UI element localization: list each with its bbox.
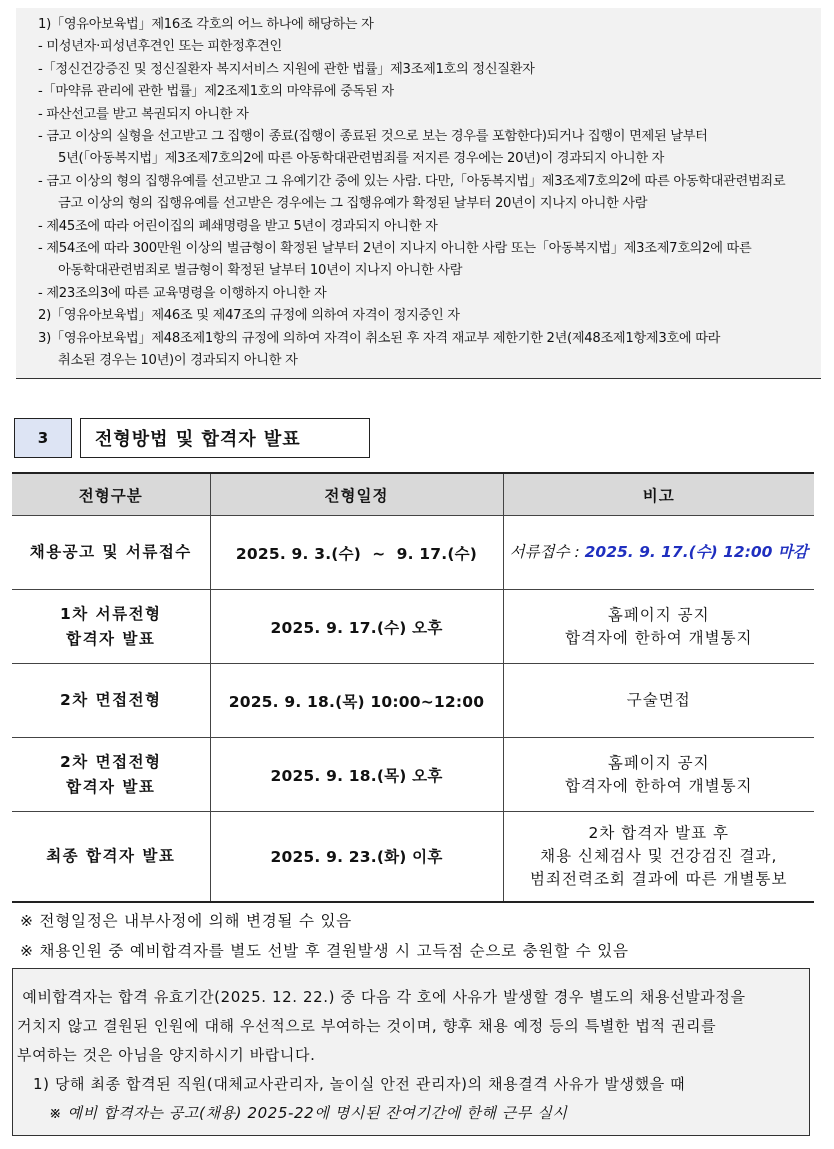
stage-label: 2차 면접전형 [59,752,162,771]
reserve-line: 1) 당해 최종 합격된 직원(대체교사관리자, 놀이실 안전 관리자)의 채용결격 사유가 발생했을 때 [33,1075,686,1093]
disq-line: - 미성년자·피성년후견인 또는 피한정후견인 [38,39,282,55]
header-remarks: 비고 [503,473,814,516]
schedule-table [12,472,814,903]
remarks-line: 홈페이지 공지 [607,605,710,624]
disq-line: 금고 이상의 형의 집행유예를 선고받은 경우에는 그 집행유예가 확정된 날부터 20년이 지나지 아니한 사람 [58,196,648,212]
note-line: ※ 채용인원 중 예비합격자를 별도 선발 후 결원발생 시 고득점 순으로 충원할 수 있음 [20,942,629,960]
table-row [12,590,814,664]
remarks-line: 합격자에 한하여 개별통지 [564,628,753,647]
stage-label: 1차 서류전형 [59,604,162,623]
date-cell: 2025. 9. 18.(목) 오후 [210,738,503,812]
remarks-prefix: 서류접수 : [509,543,585,561]
stage-cell [12,812,210,902]
note-line: ※ 전형일정은 내부사정에 의해 변경될 수 있음 [20,912,353,930]
remarks-cell [503,812,814,902]
disq-line: -「정신건강증진 및 정신질환자 복지서비스 지원에 관한 법률」제3조제1호의 정신질환자 [38,61,535,77]
disq-line: 아동학대관련범죄로 벌금형이 확정된 날부터 10년이 지나지 아니한 사람 [58,263,463,279]
stage-cell [12,590,210,664]
table-row [12,664,814,738]
remarks-line: 홈페이지 공지 [607,753,710,772]
remarks-cell [503,590,814,664]
remarks-line: 채용 신체검사 및 건강검진 결과, [540,846,778,865]
remarks-cell [503,516,814,590]
header-stage: 전형구분 [12,473,210,516]
reserve-candidate-box [12,968,810,1136]
disq-line: 5년(「아동복지법」제3조제7호의2에 따른 아동학대관련범죄를 저지른 경우에는 20년)이 경과되지 아니한 자 [58,151,665,167]
date-cell: 2025. 9. 17.(수) 오후 [210,590,503,664]
header-schedule: 전형일정 [210,473,503,516]
disq-line: - 금고 이상의 형의 집행유예를 선고받고 그 유예기간 중에 있는 사람. 다만,「아동복지법」제3조제7호의2에 따른 아동학대관련범죄로 [38,173,786,189]
reserve-line: 부여하는 것은 아님을 양지하시기 바랍니다. [17,1046,316,1064]
disq-line: 2)「영유아보육법」제46조 및 제47조의 규정에 의하여 자격이 정지중인 자 [38,308,460,324]
remarks-line: 구술면접 [626,691,691,709]
disq-line: 1)「영유아보육법」제16조 각호의 어느 하나에 해당하는 자 [38,17,374,32]
reserve-line: 예비합격자는 합격 유효기간(2025. 12. 22.) 중 다음 각 호에 사유가 발생할 경우 별도의 채용선발과정을 [17,988,746,1006]
remarks-line: 범죄전력조회 결과에 따른 개별통보 [530,869,788,888]
disq-line: - 파산선고를 받고 복권되지 아니한 자 [38,106,249,122]
stage-label: 합격자 발표 [66,777,156,796]
table-row [12,516,814,590]
stage-label: 2차 면접전형 [59,691,162,709]
reserve-note: ※ 예비 합격자는 공고(채용) 2025-22에 명시된 잔여기간에 한해 근무 실시 [49,1104,568,1122]
table-header-row [12,473,814,516]
date-cell: 2025. 9. 18.(목) 10:00~12:00 [210,664,503,738]
table-row [12,738,814,812]
remarks-cell [503,664,814,738]
stage-label: 합격자 발표 [66,629,156,648]
table-row [12,812,814,902]
section-title: 전형방법 및 합격자 발표 [80,418,370,458]
stage-label: 최종 합격자 발표 [46,846,176,865]
schedule-notes [20,906,629,966]
disqualification-box [16,8,821,379]
stage-cell [12,664,210,738]
remarks-line: 합격자에 한하여 개별통지 [564,776,753,795]
stage-label: 채용공고 및 서류접수 [29,543,192,561]
reserve-line: 거치지 않고 결원된 인원에 대해 우선적으로 부여하는 것이며, 향후 채용 예정 등의 특별한 법적 권리를 [17,1017,717,1035]
disq-line: - 금고 이상의 실형을 선고받고 그 집행이 종료(집행이 종료된 것으로 보는 경우를 포함한다)되거나 집행이 면제된 날부터 [38,129,708,145]
section-number: 3 [14,418,72,458]
remarks-line: 2차 합격자 발표 후 [588,823,729,842]
disq-line: - 제54조에 따라 300만원 이상의 벌금형이 확정된 날부터 2년이 지나지 아니한 사람 또는「아동복지법」제3조제7호의2에 따른 [38,241,752,257]
stage-cell [12,738,210,812]
date-cell: 2025. 9. 3.(수) ~ 9. 17.(수) [210,516,503,590]
remarks-cell [503,738,814,812]
date-cell: 2025. 9. 23.(화) 이후 [210,812,503,902]
disq-line: - 제23조의3에 따른 교육명령을 이행하지 아니한 자 [38,285,327,301]
stage-cell [12,516,210,590]
disq-line: 취소된 경우는 10년)이 경과되지 아니한 자 [58,353,298,369]
disq-line: 3)「영유아보육법」제48조제1항의 규정에 의하여 자격이 취소된 후 자격 재교부 제한기한 2년(제48조제1항제3호에 따라 [38,330,721,346]
disq-line: - 제45조에 따라 어린이집의 폐쇄명령을 받고 5년이 경과되지 아니한 자 [38,218,438,234]
disq-line: -「마약류 관리에 관한 법률」제2조제1호의 마약류에 중독된 자 [38,84,394,100]
remarks-deadline: 2025. 9. 17.(수) 12:00 마감 [584,543,808,561]
